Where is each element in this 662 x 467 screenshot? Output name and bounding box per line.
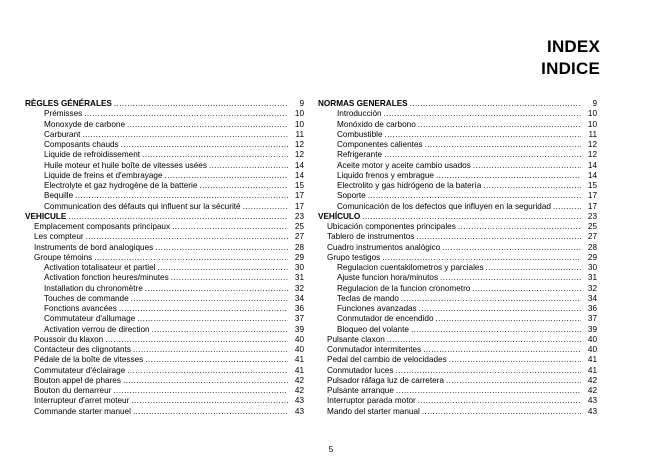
- dot-leader: [401, 294, 581, 304]
- toc-entry-page: 40: [294, 345, 304, 354]
- page-number: 5: [328, 444, 334, 454]
- toc-entry: [318, 191, 597, 201]
- toc-entry-page: 42: [294, 386, 304, 395]
- toc-entry: [318, 335, 597, 345]
- toc-entry-page: 39: [294, 324, 304, 334]
- toc-entry-page: 14: [587, 170, 597, 180]
- toc-entry: [318, 130, 597, 140]
- toc-entry-page: 14: [587, 160, 597, 170]
- toc-entry: [25, 109, 304, 119]
- toc-entry-page: 40: [587, 334, 597, 344]
- toc-entry-label: Liquide de refroidissement: [44, 150, 141, 160]
- toc-entry: [25, 222, 304, 232]
- toc-entry-label: Electrolito y gas hidrógeno de la batería: [337, 181, 482, 190]
- toc-entry: [25, 335, 304, 345]
- dot-leader: [472, 284, 581, 294]
- toc-entry: [25, 376, 304, 386]
- toc-entry: [25, 232, 304, 242]
- dot-leader: [199, 181, 288, 191]
- toc-entry-label: Pédale de la boîte de vitesses: [34, 355, 144, 365]
- toc-entry-page: 17: [294, 201, 304, 211]
- dot-leader: [387, 335, 581, 345]
- dot-leader: [425, 140, 581, 150]
- toc-entry: [25, 120, 304, 130]
- toc-entry-page: 9: [299, 99, 304, 108]
- toc-entry: [25, 366, 304, 376]
- toc-entry-label: Composants chauds: [44, 140, 119, 149]
- toc-entry: [318, 161, 597, 171]
- dot-leader: [123, 376, 288, 386]
- toc-entry-label: Activation verrou de direction: [44, 324, 150, 334]
- dot-leader: [436, 171, 581, 181]
- dot-leader: [382, 253, 581, 263]
- toc-entry: [318, 376, 597, 386]
- toc-entry-label: Mando del starter manual: [327, 406, 420, 416]
- toc-entry-page: 42: [587, 386, 597, 395]
- toc-entry-label: Touches de commande: [44, 293, 129, 303]
- toc-entry-label: Ajuste funcion hora/minutos: [337, 273, 439, 283]
- dot-leader: [145, 355, 288, 365]
- dot-leader: [68, 212, 288, 222]
- dot-leader: [131, 294, 288, 304]
- toc-entry-page: 17: [587, 201, 597, 211]
- toc-entry-page: 10: [294, 119, 304, 129]
- toc-entry-label: Groupe témoins: [34, 252, 93, 262]
- toc-entry-label: Bouton appel de phares: [34, 375, 121, 385]
- toc-entry-label: Combustible: [337, 129, 383, 139]
- dot-leader: [423, 345, 581, 355]
- toc-entry-page: 23: [294, 211, 304, 221]
- toc-entry-page: 29: [587, 252, 597, 262]
- toc-entry-label: Tablero de instrumentos: [327, 232, 415, 242]
- toc-column-spanish: [318, 99, 597, 417]
- toc-entry-label: RÈGLES GÉNÉRALES: [25, 99, 112, 108]
- dot-leader: [152, 325, 288, 335]
- dot-leader: [411, 325, 581, 335]
- toc-entry-page: 42: [587, 375, 597, 385]
- toc-entry-page: 30: [294, 263, 304, 272]
- toc-entry-page: 42: [294, 375, 304, 385]
- toc-entry-label: Liquido frenos y embrague: [337, 170, 434, 180]
- toc-entry-page: 41: [587, 355, 597, 365]
- toc-entry-label: Monóxido de carbono: [337, 119, 416, 129]
- dot-leader: [473, 161, 581, 171]
- toc-entry-label: Cuadro instrumentos analógico: [327, 242, 441, 252]
- toc-entry-label: Prémisses: [44, 109, 83, 119]
- toc-entry-page: 34: [294, 293, 304, 303]
- toc-entry-label: Poussoir du klaxon: [34, 334, 104, 344]
- toc-entry-page: 36: [587, 304, 597, 313]
- toc-entry: [318, 273, 597, 283]
- toc-entry-page: 37: [587, 314, 597, 324]
- dot-leader: [165, 171, 288, 181]
- toc-entry-label: Electrolyte et gaz hydrogène de la batterie: [44, 181, 198, 190]
- dot-leader: [209, 161, 288, 171]
- toc-entry-page: 14: [294, 170, 304, 180]
- dot-leader: [127, 120, 288, 130]
- toc-entry-label: Commutateur d'éclairage: [34, 365, 126, 375]
- dot-leader: [368, 191, 581, 201]
- toc-entry-label: Introducción: [337, 109, 382, 119]
- toc-entry-label: Bouton du demarreur: [34, 386, 112, 395]
- toc-entry-label: Pulsante arranque: [327, 386, 394, 395]
- toc-entry-label: Conmutador de encendido: [337, 314, 434, 324]
- dot-leader: [362, 212, 581, 222]
- toc-entry: [318, 304, 597, 314]
- toc-entry: [318, 171, 597, 181]
- toc-entry-label: Fonctions avancées: [44, 304, 117, 313]
- toc-entry: [318, 99, 597, 109]
- toc-entry: [25, 150, 304, 160]
- toc-entry: [318, 407, 597, 417]
- toc-entry: [25, 304, 304, 314]
- dot-leader: [396, 386, 581, 396]
- toc-entry-label: Comunicación de los defectos que influyen en la seguridad: [337, 201, 551, 211]
- dot-leader: [84, 109, 288, 119]
- toc-entry: [25, 396, 304, 406]
- toc-entry: [318, 366, 597, 376]
- toc-entry: [318, 232, 597, 242]
- toc-entry: [318, 150, 597, 160]
- toc-entry: [318, 355, 597, 365]
- toc-entry-page: 28: [587, 242, 597, 252]
- toc-entry-label: Interrupteur d'arret moteur: [34, 396, 130, 406]
- toc-entry-page: 15: [587, 181, 597, 190]
- toc-entry: [318, 284, 597, 294]
- toc-entry-label: Installation du chronomètre: [44, 283, 143, 293]
- toc-entry-page: 12: [294, 150, 304, 160]
- toc-entry-page: 41: [294, 355, 304, 365]
- dot-leader: [171, 273, 288, 283]
- dot-leader: [113, 386, 288, 396]
- toc-entry-label: Regulacion cuentakilometros y parciales: [337, 263, 484, 272]
- dot-leader: [436, 314, 582, 324]
- dot-leader: [458, 222, 581, 232]
- dot-leader: [384, 150, 581, 160]
- toc-entry-label: Activation fonction heures/minutes: [44, 273, 169, 283]
- toc-entry-page: 27: [294, 232, 304, 242]
- toc-entry-label: Les compteur: [34, 232, 84, 242]
- toc-entry: [25, 386, 304, 396]
- toc-entry: [25, 314, 304, 324]
- toc-entry: [25, 99, 304, 109]
- toc-entry-page: 43: [587, 396, 597, 406]
- toc-entry: [318, 386, 597, 396]
- toc-entry-page: 11: [295, 129, 304, 139]
- dot-leader: [133, 345, 288, 355]
- toc-entry-page: 27: [587, 232, 597, 242]
- toc-entry-page: 41: [587, 365, 597, 375]
- toc-entry-page: 28: [294, 242, 304, 252]
- toc-entry-label: Pulsante claxon: [327, 334, 385, 344]
- toc-entry: [25, 202, 304, 212]
- dot-leader: [86, 232, 288, 242]
- toc-entry-label: Bloqueo del volante: [337, 324, 409, 334]
- dot-leader: [82, 130, 288, 140]
- dot-leader: [384, 109, 581, 119]
- toc-entry-page: 12: [294, 140, 304, 149]
- toc-entry: [25, 407, 304, 417]
- toc-entry: [25, 212, 304, 222]
- toc-entry-label: NORMAS GENERALES: [318, 99, 408, 108]
- toc-entry: [318, 222, 597, 232]
- toc-entry-label: Commande starter manuel: [34, 406, 131, 416]
- toc-entry-label: Bequille: [44, 191, 74, 201]
- toc-entry-page: 41: [294, 365, 304, 375]
- toc-entry: [25, 161, 304, 171]
- toc-entry-page: 32: [587, 283, 597, 293]
- toc-entry-label: Huile moteur et huile boîte de vitesses usées: [44, 160, 207, 170]
- dot-leader: [419, 304, 581, 314]
- toc-entry-label: Conmutador luces: [327, 365, 394, 375]
- toc-entry: [318, 212, 597, 222]
- toc-entry: [25, 140, 304, 150]
- toc-entry-label: Liquide de freins et d'embrayage: [44, 170, 163, 180]
- dot-leader: [483, 181, 581, 191]
- toc-entry-label: Funciones avanzadas: [337, 304, 417, 313]
- dot-leader: [385, 130, 581, 140]
- dot-leader: [133, 407, 288, 417]
- toc-entry-page: 11: [588, 129, 597, 139]
- toc-entry-label: Communication des défauts qui influent sur la sécurité: [44, 201, 241, 211]
- toc-entry: [25, 345, 304, 355]
- dot-leader: [446, 376, 581, 386]
- dot-leader: [422, 407, 581, 417]
- dot-leader: [155, 243, 288, 253]
- toc-entry: [25, 171, 304, 181]
- toc-entry-page: 25: [587, 222, 597, 231]
- toc-entry: [318, 253, 597, 263]
- toc-entry-page: 43: [294, 396, 304, 406]
- toc-entry-label: Emplacement composants principaux: [34, 222, 171, 231]
- index-titles: [541, 36, 600, 80]
- toc-entry-page: 40: [587, 345, 597, 354]
- toc-entry-label: VEHICULE: [25, 211, 67, 221]
- dot-leader: [121, 140, 288, 150]
- toc-entry-label: VEHÍCULO: [318, 211, 361, 221]
- toc-entry: [25, 294, 304, 304]
- toc-entry: [318, 109, 597, 119]
- toc-entry-label: Interruptor parada motor: [327, 396, 416, 406]
- toc-entry: [25, 263, 304, 273]
- toc-entry-label: Teclas de mando: [337, 293, 399, 303]
- toc-entry: [318, 314, 597, 324]
- toc-entry-page: 17: [294, 191, 304, 201]
- dot-leader: [442, 243, 581, 253]
- toc-entry: [318, 140, 597, 150]
- toc-entry-label: Componentes calientes: [337, 140, 423, 149]
- toc-entry: [25, 253, 304, 263]
- toc-entry-page: 37: [294, 314, 304, 324]
- toc-entry-label: Instruments de bord analogiques: [34, 242, 154, 252]
- toc-entry: [25, 191, 304, 201]
- toc-entry-label: Refrigerante: [337, 150, 383, 160]
- toc-entry-page: 31: [294, 273, 304, 283]
- dot-leader: [127, 366, 288, 376]
- toc-entry-page: 32: [294, 283, 304, 293]
- toc-entry-label: Commutateur d'allumage: [44, 314, 136, 324]
- toc-column-french: [25, 99, 304, 417]
- dot-leader: [75, 191, 288, 201]
- dot-leader: [418, 120, 581, 130]
- toc-entry-label: Ubicación componentes principales: [327, 222, 456, 231]
- toc-entry-page: 31: [587, 273, 597, 283]
- toc-entry: [318, 263, 597, 273]
- toc-entry-page: 36: [294, 304, 304, 313]
- dot-leader: [137, 314, 288, 324]
- toc-entry-label: Aceite motor y aceite cambio usados: [337, 160, 471, 170]
- dot-leader: [145, 284, 288, 294]
- toc-entry-page: 29: [294, 252, 304, 262]
- toc-entry-label: Regulacion de la funcion cronometro: [337, 283, 471, 293]
- toc-entry-label: Carburant: [44, 129, 81, 139]
- dot-leader: [119, 304, 288, 314]
- dot-leader: [105, 335, 288, 345]
- dot-leader: [416, 232, 581, 242]
- toc-entry: [25, 284, 304, 294]
- toc-entry-label: Contacteur des clignotants: [34, 345, 131, 354]
- toc-entry-label: Activation totalisateur et partiel: [44, 263, 156, 272]
- toc-entry-page: 43: [294, 406, 304, 416]
- toc-entry-page: 34: [587, 293, 597, 303]
- toc-entry-page: 12: [587, 140, 597, 149]
- toc-entry: [25, 181, 304, 191]
- toc-entry-page: 9: [592, 99, 597, 108]
- toc-entry: [318, 345, 597, 355]
- toc-entry: [25, 130, 304, 140]
- toc-entry: [318, 325, 597, 335]
- dot-leader: [418, 396, 581, 406]
- dot-leader: [131, 396, 288, 406]
- toc-entry: [318, 243, 597, 253]
- title-index: INDEX: [547, 37, 600, 56]
- toc-entry-page: 25: [294, 222, 304, 231]
- toc-entry-page: 30: [587, 263, 597, 272]
- toc-entry-page: 12: [587, 150, 597, 160]
- toc-entry-label: Pulsador ráfaga luz de carretera: [327, 375, 444, 385]
- dot-leader: [114, 99, 288, 109]
- toc-entry-page: 14: [294, 160, 304, 170]
- dot-leader: [158, 263, 289, 273]
- toc-entry: [25, 273, 304, 283]
- toc-entry-page: 10: [587, 109, 597, 119]
- toc-entry: [318, 202, 597, 212]
- toc-entry: [25, 325, 304, 335]
- toc-entry-label: Monoxyde de carbone: [44, 119, 126, 129]
- toc-entry-page: 17: [587, 191, 597, 201]
- toc-entry-page: 10: [587, 119, 597, 129]
- dot-leader: [486, 263, 581, 273]
- dot-leader: [94, 253, 288, 263]
- toc-entry: [318, 181, 597, 191]
- toc-entry-label: Soporte: [337, 191, 366, 201]
- dot-leader: [553, 202, 581, 212]
- toc-entry-page: 40: [294, 334, 304, 344]
- dot-leader: [142, 150, 288, 160]
- toc-entry-page: 10: [294, 109, 304, 119]
- dot-leader: [449, 355, 581, 365]
- dot-leader: [172, 222, 288, 232]
- dot-leader: [395, 366, 581, 376]
- toc-entry-page: 39: [587, 324, 597, 334]
- toc-entry-label: Grupo testigos: [327, 252, 381, 262]
- toc-entry-page: 15: [294, 181, 304, 190]
- dot-leader: [410, 99, 581, 109]
- toc-entry-label: Pedal del cambio de velocidades: [327, 355, 447, 365]
- toc-entry-page: 43: [587, 406, 597, 416]
- toc-entry-page: 23: [587, 211, 597, 221]
- toc-entry: [25, 243, 304, 253]
- toc-entry: [25, 355, 304, 365]
- toc-entry-label: Conmutador intermitentes: [327, 345, 422, 354]
- dot-leader: [440, 273, 581, 283]
- toc-entry: [318, 120, 597, 130]
- toc-entry: [318, 396, 597, 406]
- title-indice: INDICE: [541, 59, 600, 78]
- toc-entry: [318, 294, 597, 304]
- dot-leader: [243, 202, 288, 212]
